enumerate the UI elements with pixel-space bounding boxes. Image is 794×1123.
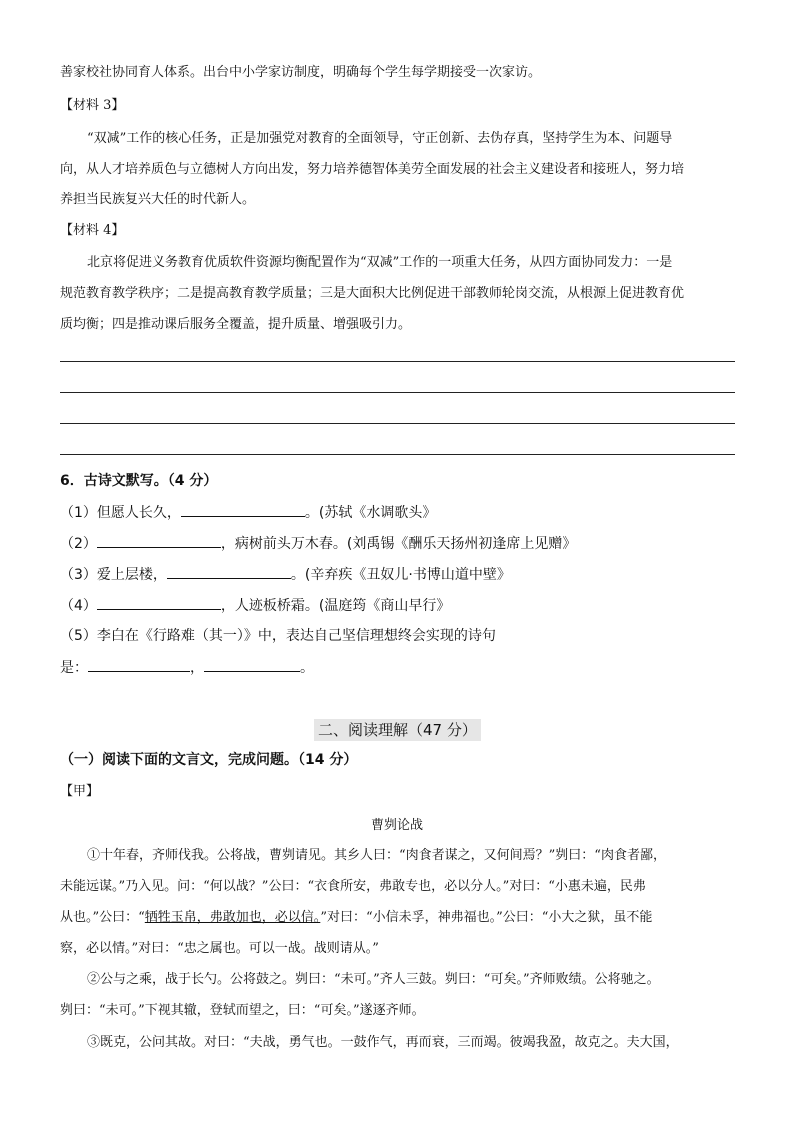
q6-item-4-prefix: （4）: [60, 598, 97, 614]
text-jia-label: 【甲】: [60, 784, 100, 799]
q6-item-1: [60, 502, 436, 523]
question6-title: 6．古诗文默写。（4 分）: [60, 473, 218, 489]
q6-item-4-suffix: ，人迹板桥霜。(温庭筠《商山早行》: [220, 598, 451, 614]
paragraph1-line2: 未能远谋。”乃入见。问：“何以战？”公曰：“衣食所安，弗敢专也，必以分人。”对曰：“小惠未遍，民弗: [60, 879, 646, 894]
q6-blank-3[interactable]: [167, 564, 291, 579]
material-intro-line: 善家校社协同育人体系。出台中小学家访制度，明确每个学生每学期接受一次家访。: [60, 65, 542, 80]
q6-item-1-suffix: 。(苏轼《水调歌头》: [304, 505, 437, 521]
answer-line[interactable]: [60, 423, 735, 424]
q6-item-2: [60, 533, 576, 554]
essay-title: 曹刿论战: [370, 818, 423, 833]
q6-blank-1[interactable]: [181, 502, 305, 517]
material4-label: 【材料 4】: [60, 223, 125, 238]
q6-blank-5b[interactable]: [204, 657, 300, 672]
q6-item-3-suffix: 。(辛弃疾《丑奴儿·书博山道中壁》: [290, 567, 511, 583]
answer-line[interactable]: [60, 454, 735, 455]
paragraph1-line4: 察，必以情。”对曰：“忠之属也。可以一战。战则请从。”: [60, 941, 379, 956]
q6-item-5-prefix: 是：: [60, 660, 88, 676]
material4-line1: 北京将促进义务教育优质软件资源均衡配置作为“双减”工作的一项重大任务，从四方面协同发力：一是: [87, 255, 673, 270]
material4-line2: 规范教育教学秩序；二是提高教育教学质量；三是大面积大比例促进干部教师轮岗交流，从根源上促进教育优: [60, 286, 685, 301]
section2-heading: 二、阅读理解（47 分）: [314, 719, 481, 741]
paragraph1-line1: ①十年春，齐师伐我。公将战，曹刿请见。其乡人曰：“肉食者谋之，又何间焉？”刿曰：“肉食者鄙，: [87, 848, 666, 863]
material3-line2: 向，从人才培养质色与立德树人方向出发，努力培养德智体美劳全面发展的社会主义建设者和接班人，努力培: [60, 162, 685, 177]
q6-blank-4[interactable]: [97, 595, 221, 610]
paragraph1-line3-start: 从也。”公曰：“: [60, 910, 145, 925]
q6-item-5-suffix: 。: [300, 660, 314, 676]
q6-item-5-line1: （5）李白在《行路难（其一）》中，表达自己坚信理想终会实现的诗句: [60, 628, 496, 644]
paragraph1-line3-end: ”对曰：“小信未孚，神弗福也。”公曰：“小大之狱，虽不能: [320, 910, 653, 925]
q6-item-3-prefix: （3）爱上层楼，: [60, 567, 167, 583]
paragraph2-line1: ②公与之乘，战于长勺。公将鼓之。刿曰：“未可。”齐人三鼓。刿曰：“可矣。”齐师败绩。公将驰之。: [87, 972, 660, 987]
subsection1-heading: （一）阅读下面的文言文，完成问题。（14 分）: [60, 752, 358, 768]
material3-label: 【材料 3】: [60, 98, 125, 113]
answer-line[interactable]: [60, 361, 735, 362]
q6-item-5-line2: [60, 657, 314, 678]
q6-item-5-comma: ，: [190, 660, 204, 676]
q6-item-2-prefix: （2）: [60, 536, 97, 552]
underlined-sentence: 牺牲玉帛，弗敢加也，必以信。: [144, 910, 321, 925]
paragraph3-line1: ③既克，公问其故。对曰：“夫战，勇气也。一鼓作气，再而衰，三而竭。彼竭我盈，故克之。夫大国，: [87, 1035, 679, 1050]
q6-blank-2[interactable]: [97, 533, 221, 548]
q6-item-1-prefix: （1）但愿人长久，: [60, 505, 181, 521]
q6-item-2-suffix: ，病树前头万木春。(刘禹锡《酬乐天扬州初逢席上见赠》: [220, 536, 577, 552]
q6-item-4: [60, 595, 450, 616]
material3-line1: “双减”工作的核心任务，正是加强党对教育的全面领导，守正创新、去伪存真，坚持学生为本、问题导: [87, 131, 673, 146]
paragraph1-line3: [60, 908, 652, 928]
paragraph2-line2: 刿曰：“未可。”下视其辙，登轼而望之，曰：“可矣。”遂逐齐师。: [60, 1003, 425, 1018]
answer-line[interactable]: [60, 392, 735, 393]
q6-item-3: [60, 564, 511, 585]
material4-line3: 质均衡；四是推动课后服务全覆盖，提升质量、增强吸引力。: [60, 317, 412, 332]
q6-blank-5a[interactable]: [88, 657, 190, 672]
material3-line3: 养担当民族复兴大任的时代新人。: [60, 192, 256, 207]
